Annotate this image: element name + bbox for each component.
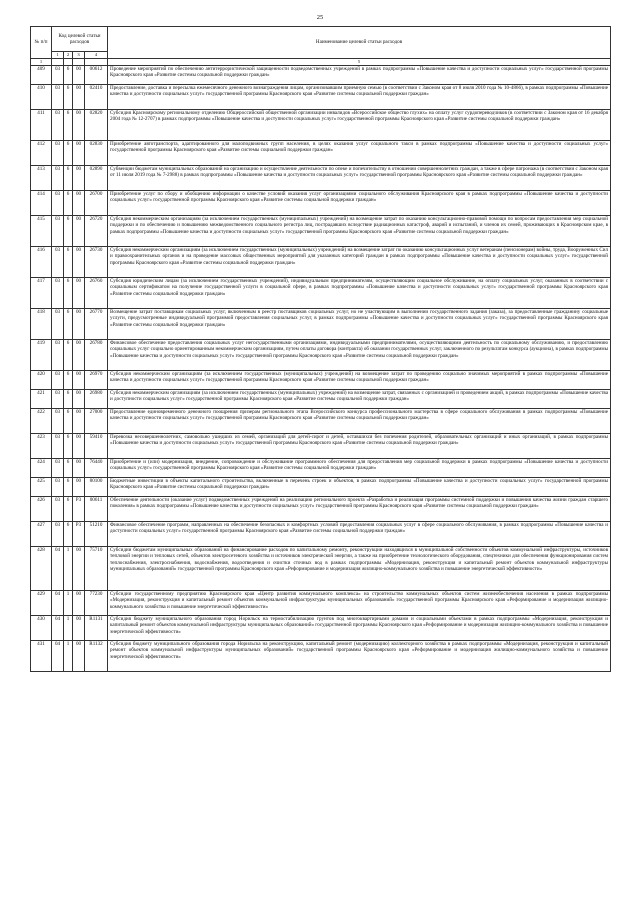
expense-name: Приобретение автотранспорта, адаптированного для малоподвижных групп населения, в целях оказания услуг социального такси в рамках подпрограммы «Повышение качества и доступности социальных услуг» государственной программы Красноярского края «Развитие системы социальной поддержки граждан» (108, 141, 611, 166)
column-number (52, 59, 64, 66)
table-row (31, 547, 611, 591)
code-part: 6 (64, 497, 73, 522)
code-part: 00 (73, 434, 85, 459)
code-part: 6 (64, 66, 73, 85)
expense-name: Обеспечение деятельности (оказание услуг) подведомственных учреждений на реализацию регионального проекта «Разработка и реализация программы системной поддержки и повышения качества жизни граждан старшего поколения» в рамках подпрограммы «Повышение качества и доступности социальных услуг» государственной программы Красноярского края «Развитие системы социальной поддержки граждан» (108, 497, 611, 522)
code-part: 26730 (85, 247, 108, 278)
code-part: 6 (64, 371, 73, 390)
code-part: 00 (73, 66, 85, 85)
row-number: 417 (31, 278, 52, 309)
row-number: 416 (31, 247, 52, 278)
expense-name: Субсидия Красноярскому региональному отделению Общероссийской общественной организации инвалидов «Всероссийское общество глухих» на оплату услуг сурдопереводчиков (в соответствии с Законом края от 16 декабря 2004 года № 12-2707) в рамках подпрограммы «Повышение качества и доступности социальных услуг» государственной программы Красноярского края «Развитие системы социальной поддержки граждан» (108, 110, 611, 141)
row-number: 428 (31, 547, 52, 591)
code-part: 00 (73, 478, 85, 497)
column-numbers-row (31, 59, 611, 66)
code-part: 02890 (85, 166, 108, 191)
code-part: 26720 (85, 216, 108, 247)
table-row (31, 434, 611, 459)
code-part: 04 (52, 547, 64, 591)
code-part: 00 (73, 409, 85, 434)
code-part: 00 (73, 110, 85, 141)
target-expense-table (30, 26, 611, 672)
row-number: 431 (31, 641, 52, 672)
header-number: № п/п (31, 27, 52, 59)
table-row (31, 216, 611, 247)
code-part: 03 (52, 66, 64, 85)
code-part: 6 (64, 166, 73, 191)
expense-name: Субсидия некоммерческим организациям (за исключением государственных (муниципальных) учреждений) на возмещение затрат по оказанию консультационно-правовой помощи по вопросам предоставления мер социальной поддержки и по обеспечению и повышению межведомственного социального регистра лиц, пострадавших вследствие радиационных катастроф, аварий и испытаний, и членов их семей, проживающих в Красноярском крае, в рамках подпрограммы «Повышение качества и доступности социальных услуг» государственной программы Красноярского края «Развитие системы социальной поддержки граждан» (108, 216, 611, 247)
code-part: 6 (64, 340, 73, 371)
header-codes: Код целевой статьи расходов (52, 27, 108, 52)
code-part: 03 (52, 141, 64, 166)
table-row (31, 66, 611, 85)
table-row (31, 459, 611, 478)
code-part: 26700 (85, 191, 108, 216)
header-code-col: 1 (52, 52, 64, 59)
row-number: 418 (31, 309, 52, 340)
code-part: 00 (73, 166, 85, 191)
code-part: 03 (52, 478, 64, 497)
code-part: 26980 (85, 390, 108, 409)
code-part: 04 (52, 591, 64, 616)
code-part: 03 (52, 459, 64, 478)
code-part: 04 (52, 616, 64, 641)
row-number: 409 (31, 66, 52, 85)
code-part: 00 (73, 247, 85, 278)
code-part: 00 (73, 616, 85, 641)
column-number: 5 (108, 59, 611, 66)
expense-name: Субсидия некоммерческим организациям (за исключением государственных (муниципальных) учреждений) на возмещение затрат, связанных с организацией и проведением акций, в рамках подпрограммы «Повышение качества и доступности социальных услуг» государственной программы Красноярского края «Развитие системы социальной поддержки граждан» (108, 390, 611, 409)
code-part: 02820 (85, 110, 108, 141)
table-row (31, 371, 611, 390)
code-part: 51210 (85, 522, 108, 547)
code-part: 03 (52, 309, 64, 340)
code-part: 6 (64, 216, 73, 247)
column-number (85, 59, 108, 66)
expense-name: Субвенции бюджетам муниципальных образований на организацию и осуществление деятельности по опеке и попечительству в отношении совершеннолетних граждан, а также в сфере патронажа (в соответствии с Законом края от 11 июля 2019 года № 7-2988) в рамках подпрограммы «Повышение качества и доступности социальных услуг» государственной программы Красноярского края «Развитие системы социальной поддержки граждан» (108, 166, 611, 191)
table-row (31, 340, 611, 371)
header-code-col: 2 (64, 52, 73, 59)
expense-name: Финансовое обеспечение программ, направленных на обеспечение безопасных и комфортных условий предоставления социальных услуг в сфере социального обслуживания, в рамках подпрограммы «Повышение качества и доступности социальных услуг» государственной программы Красноярского края «Развитие системы социальной поддержки граждан» (108, 522, 611, 547)
code-part: 6 (64, 478, 73, 497)
code-part: 80100 (85, 478, 108, 497)
row-number: 413 (31, 166, 52, 191)
code-part: 27000 (85, 409, 108, 434)
expense-name: Предоставление, доставка и пересылка ежемесячного денежного вознаграждения лицам, организовавшим приемную семью (в соответствии с Законом края от 8 июля 2010 года № 10-4866), в рамках подпрограммы «Повышение качества и доступности социальных услуг» государственной программы Красноярского края «Развитие системы социальной поддержки граждан» (108, 85, 611, 110)
code-part: 75710 (85, 547, 108, 591)
table-row (31, 522, 611, 547)
code-part: 00 (73, 371, 85, 390)
table-row (31, 85, 611, 110)
code-part: 26970 (85, 371, 108, 390)
table-row (31, 191, 611, 216)
code-part: 00612 (85, 66, 108, 85)
code-part: R1131 (85, 616, 108, 641)
row-number: 429 (31, 591, 52, 616)
code-part: 00 (73, 459, 85, 478)
code-part: 03 (52, 390, 64, 409)
code-part: 00611 (85, 497, 108, 522)
code-part: P3 (73, 522, 85, 547)
row-number: 424 (31, 459, 52, 478)
code-part: 6 (64, 409, 73, 434)
row-number: 430 (31, 616, 52, 641)
code-part: 6 (64, 141, 73, 166)
code-part: 26760 (85, 278, 108, 309)
header-code-col: 4 (85, 52, 108, 59)
expense-name: Предоставление единовременного денежного поощрения призерам регионального этапа Всероссийского конкурса профессионального мастерства в сфере социального обслуживания в рамках подпрограммы «Повышение качества и доступности социальных услуг» государственной программы Красноярского края «Развитие системы социальной поддержки граждан» (108, 409, 611, 434)
code-part: 03 (52, 247, 64, 278)
expense-name: Бюджетные инвестиции в объекты капитального строительства, включенные в перечень строек и объектов, в рамках подпрограммы «Повышение качества и доступности социальных услуг» государственной программы Красноярского края «Развитие системы социальной поддержки граждан» (108, 478, 611, 497)
code-part: 77230 (85, 591, 108, 616)
table-row (31, 166, 611, 191)
expense-name: Субсидии бюджетам муниципальных образований на финансирование расходов по капитальному ремонту, реконструкции находящихся в муниципальной собственности объектов коммунальной инфраструктуры, источников тепловой энергии и тепловых сетей, объектов электросетевого хозяйства и источников электрической энергии, а также на приобретение технологического оборудования, спецтехники для обеспечения функционирования систем теплоснабжения, электроснабжения, водоснабжения, водоотведения и очистки сточных вод в рамках подпрограммы «Модернизация, реконструкция и капитальный ремонт объектов коммунальной инфраструктуры муниципальных образований» государственной программы Красноярского края «Реформирование и модернизация жилищно-коммунального хозяйства и повышение энергетической эффективности» (108, 547, 611, 591)
code-part: 00 (73, 340, 85, 371)
code-part: 03 (52, 340, 64, 371)
code-part: 00 (73, 390, 85, 409)
row-number: 420 (31, 371, 52, 390)
expense-name: Перевозка несовершеннолетних, самовольно ушедших из семей, организаций для детей-сирот и детей, оставшихся без попечения родителей, образовательных организаций и иных организаций, в рамках подпрограммы «Повышение качества и доступности социальных услуг» государственной программы Красноярского края «Развитие системы социальной поддержки граждан» (108, 434, 611, 459)
column-number (73, 59, 85, 66)
table-row (31, 247, 611, 278)
row-number: 414 (31, 191, 52, 216)
code-part: 04 (52, 641, 64, 672)
code-part: 1 (64, 591, 73, 616)
expense-name: Субсидия бюджету муниципального образования город Норильск на термостабилизацию грунтов под многоквартирными домами и социальными объектами в рамках подпрограммы «Модернизация, реконструкция и капитальный ремонт объектов коммунальной инфраструктуры муниципальных образований» государственной программы Красноярского края «Реформирование и модернизация жилищно-коммунального хозяйства и повышение энергетической эффективности» (108, 616, 611, 641)
expense-name: Субсидия бюджету муниципального образования города Норильска на реконструкцию, капитальный ремонт (модернизацию) коллекторного хозяйства в рамках подпрограммы «Модернизация, реконструкция и капитальный ремонт объектов коммунальной инфраструктуры муниципальных образований» государственной программы Красноярского края «Реформирование и модернизация жилищно-коммунального хозяйства и повышение энергетической эффективности» (108, 641, 611, 672)
expense-name: Приобретение и (или) модернизация, внедрение, сопровождение и обслуживание программного обеспечения для предоставления мер социальной поддержки в рамках подпрограммы «Повышение качества и доступности социальных услуг» государственной программы Красноярского края «Развитие системы социальной поддержки граждан» (108, 459, 611, 478)
code-part: 6 (64, 85, 73, 110)
expense-name: Субсидия юридическим лицам (за исключением государственных учреждений), индивидуальным предпринимателям, осуществляющим социальное обслуживание, на оплату социальных услуг, оказанных в соответствии с социальным сертификатом на получение государственной услуги в социальной сфере, в рамках подпрограммы «Повышение качества и доступности социальных услуг» государственной программы Красноярского края «Развитие системы социальной поддержки граждан» (108, 278, 611, 309)
code-part: 00 (73, 191, 85, 216)
table-row (31, 278, 611, 309)
code-part: 6 (64, 522, 73, 547)
code-part: R1132 (85, 641, 108, 672)
expense-name: Финансовое обеспечение предоставления социальных услуг негосударственными организациями, индивидуальными предпринимателями, осуществляющими деятельность по социальному обслуживанию, и предоставлению социальных услуг социально ориентированным некоммерческим организациям, путем оплаты договора (контракта) об оказании государственных услуг, заключенного по результатам конкурса (аукциона), в рамках подпрограммы «Повышение качества и доступности социальных услуг» государственной программы Красноярского края «Развитие системы социальной поддержки граждан» (108, 340, 611, 371)
code-part: 1 (64, 616, 73, 641)
code-part: 00 (73, 278, 85, 309)
code-part: 00 (73, 309, 85, 340)
code-part: 6 (64, 110, 73, 141)
code-part: 00 (73, 216, 85, 247)
code-part: 6 (64, 191, 73, 216)
page-number: 25 (316, 14, 324, 21)
row-number: 422 (31, 409, 52, 434)
header-code-col: 3 (73, 52, 85, 59)
code-part: 00 (73, 141, 85, 166)
code-part: 02830 (85, 141, 108, 166)
code-part: 6 (64, 459, 73, 478)
table-row (31, 478, 611, 497)
expense-name: Субсидии государственному предприятию Красноярского края «Центр развития коммунального комплекса» на строительство коммунальных объектов систем жизнеобеспечения населения в рамках подпрограммы «Модернизация, реконструкция и капитальный ремонт объектов коммунальной инфраструктуры муниципальных образований» государственной программы Красноярского края «Реформирование и модернизация жилищно-коммунального хозяйства и повышение энергетической эффективности» (108, 591, 611, 616)
table-row (31, 616, 611, 641)
code-part: 03 (52, 110, 64, 141)
row-number: 411 (31, 110, 52, 141)
table-row (31, 641, 611, 672)
expense-name: Субсидия некоммерческим организациям (за исключением государственных (муниципальных) учреждений) на возмещение затрат по оказанию консультационных услуг ветеранам (пенсионерам) войны, труда, Вооруженных Сил и правоохранительных органов и на проведение массовых общественных мероприятий для указанных категорий граждан в рамках подпрограммы «Повышение качества и доступности социальных услуг» государственной программы Красноярского края «Развитие системы социальной поддержки граждан» (108, 247, 611, 278)
header-name: Наименование целевой статьи расходов (108, 27, 611, 59)
table-row (31, 141, 611, 166)
code-part: 03 (52, 497, 64, 522)
row-number: 423 (31, 434, 52, 459)
row-number: 410 (31, 85, 52, 110)
code-part: 26780 (85, 340, 108, 371)
row-number: 427 (31, 522, 52, 547)
code-part: 03 (52, 166, 64, 191)
code-part: 1 (64, 641, 73, 672)
row-number: 419 (31, 340, 52, 371)
code-part: 00 (73, 591, 85, 616)
expense-name: Проведение мероприятий по обеспечению антитеррористической защищенности подведомственных учреждений в рамках подпрограммы «Повышение качества и доступности социальных услуг» государственной программы Красноярского края «Развитие системы социальной поддержки граждан» (108, 66, 611, 85)
code-part: 26770 (85, 309, 108, 340)
code-part: 03 (52, 85, 64, 110)
column-number (64, 59, 73, 66)
expense-name: Субсидия некоммерческим организациям (за исключением государственных (муниципальных) учреждений) на возмещение затрат по проведению социально значимых мероприятий в рамках подпрограммы «Повышение качества и доступности социальных услуг» государственной программы Красноярского края «Развитие системы социальной поддержки граждан» (108, 371, 611, 390)
code-part: 00 (73, 547, 85, 591)
code-part: 76440 (85, 459, 108, 478)
table-row (31, 309, 611, 340)
expense-name: Возмещение затрат поставщикам социальных услуг, включенным в реестр поставщиков социальных услуг, но не участвующим в выполнении государственного задания (заказа), за предоставленные гражданину социальные услуги, предусмотренные индивидуальной программой предоставления социальных услуг, в рамках подпрограммы «Повышение качества и доступности социальных услуг» государственной программы Красноярского края «Развитие системы социальной поддержки граждан» (108, 309, 611, 340)
code-part: 03 (52, 191, 64, 216)
code-part: 6 (64, 309, 73, 340)
code-part: 03 (52, 278, 64, 309)
table-row (31, 497, 611, 522)
code-part: 6 (64, 434, 73, 459)
code-part: P3 (73, 497, 85, 522)
code-part: 00 (73, 641, 85, 672)
code-part: 00 (73, 85, 85, 110)
row-number: 425 (31, 478, 52, 497)
code-part: 6 (64, 278, 73, 309)
row-number: 415 (31, 216, 52, 247)
row-number: 426 (31, 497, 52, 522)
row-number: 421 (31, 390, 52, 409)
code-part: 03 (52, 434, 64, 459)
code-part: 1 (64, 547, 73, 591)
code-part: 6 (64, 390, 73, 409)
column-number: 1 (31, 59, 52, 66)
code-part: 03 (52, 522, 64, 547)
code-part: 03 (52, 216, 64, 247)
table-row (31, 110, 611, 141)
code-part: 02410 (85, 85, 108, 110)
row-number: 412 (31, 141, 52, 166)
table-row (31, 591, 611, 616)
expense-name: Приобретение услуг по сбору и обобщению информации о качестве условий оказания услуг организациями социального обслуживания Красноярского края в рамках подпрограммы «Повышение качества и доступности социальных услуг» государственной программы Красноярского края «Развитие системы социальной поддержки граждан» (108, 191, 611, 216)
code-part: 6 (64, 247, 73, 278)
table-row (31, 390, 611, 409)
code-part: 59410 (85, 434, 108, 459)
table-row (31, 409, 611, 434)
code-part: 03 (52, 409, 64, 434)
code-part: 03 (52, 371, 64, 390)
